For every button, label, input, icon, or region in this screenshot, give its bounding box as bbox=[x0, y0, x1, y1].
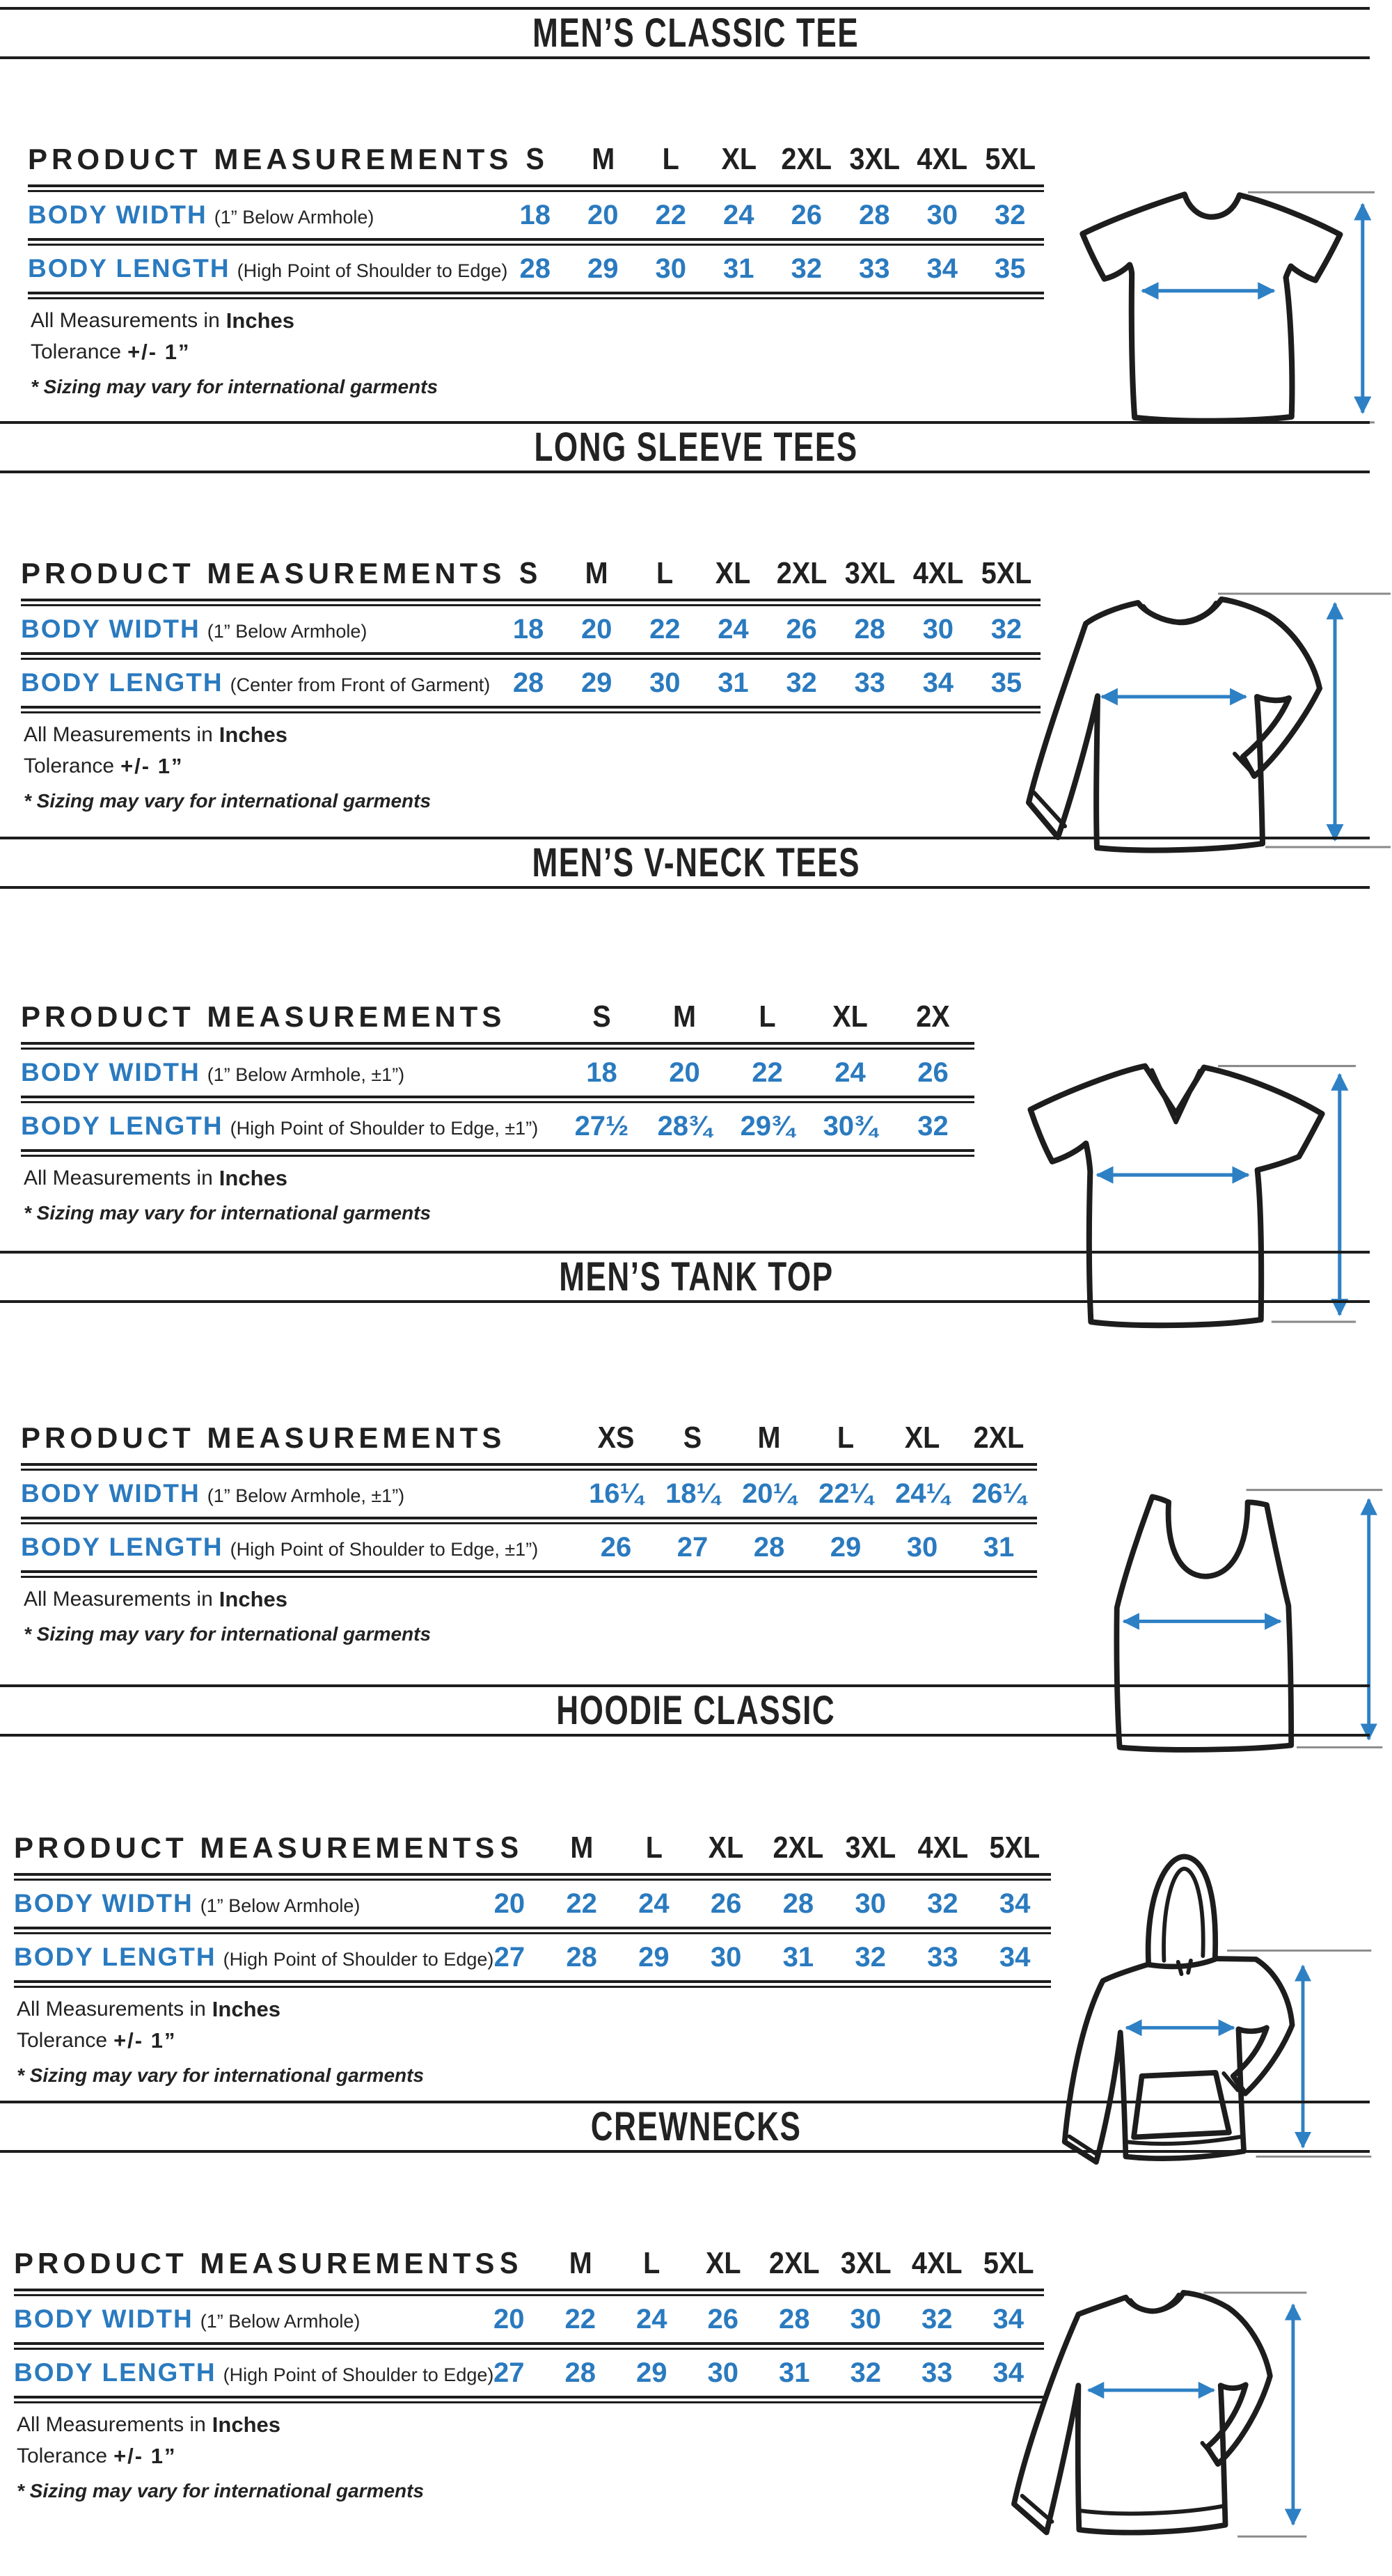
measurement-label: BODY WIDTH bbox=[21, 615, 200, 643]
measurement-value: 34 bbox=[992, 2357, 1024, 2388]
note-text: Tolerance bbox=[17, 2444, 108, 2467]
measurement-value: 35 bbox=[990, 667, 1022, 698]
crewneck-illustration bbox=[987, 2240, 1366, 2576]
note-text: All Measurements in bbox=[24, 1587, 213, 1611]
size-column-header-4xl: 4XL bbox=[911, 2246, 963, 2280]
measurements-table bbox=[14, 1823, 1051, 1988]
section-classic-tee bbox=[0, 7, 1392, 421]
table-header-row bbox=[14, 2238, 1044, 2289]
size-column-header-s: S bbox=[519, 556, 538, 590]
measurement-value: 20 bbox=[587, 199, 619, 230]
table-divider bbox=[21, 1149, 974, 1157]
measurement-value: 33 bbox=[854, 667, 885, 698]
measurement-value: 34 bbox=[926, 253, 958, 284]
measurement-row bbox=[21, 1524, 1037, 1570]
measurement-value: 32 bbox=[922, 2303, 953, 2334]
note-unit: Inches bbox=[219, 1586, 287, 1611]
sizing-disclaimer: * Sizing may vary for international garments bbox=[24, 790, 432, 812]
measurement-value: 34 bbox=[922, 667, 954, 698]
row-label-cell bbox=[14, 1889, 473, 1918]
section-title-wrap bbox=[0, 424, 1392, 471]
measurement-value: 29 bbox=[638, 1941, 670, 1973]
table-divider bbox=[14, 2396, 1044, 2403]
size-column-header-xl: XL bbox=[708, 1831, 744, 1865]
measurement-value: 20 bbox=[580, 613, 612, 645]
section-v-neck-tees bbox=[0, 837, 1392, 1251]
measurement-value: 32 bbox=[850, 2357, 881, 2388]
size-column-header-m: M bbox=[569, 2246, 592, 2280]
section-title bbox=[480, 839, 912, 886]
measurement-value: 31 bbox=[718, 667, 749, 698]
measurement-label: BODY WIDTH bbox=[21, 1058, 200, 1086]
size-column-header-l: L bbox=[837, 1421, 855, 1455]
measurement-value: 16¼ bbox=[589, 1478, 643, 1509]
measurement-value: 34 bbox=[992, 2303, 1024, 2334]
table-header-row bbox=[28, 134, 1044, 184]
table-body bbox=[21, 606, 1041, 713]
measurement-label: BODY LENGTH bbox=[28, 254, 230, 283]
measurement-value: 28¾ bbox=[657, 1110, 712, 1141]
section-title-wrap bbox=[0, 2103, 1392, 2150]
measurement-value: 22 bbox=[649, 613, 681, 645]
measurement-method: (1” Below Armhole) bbox=[207, 621, 367, 642]
size-column-header-l: L bbox=[645, 1831, 663, 1865]
measurement-value: 35 bbox=[995, 253, 1026, 284]
note-unit: Inches bbox=[212, 1996, 280, 2021]
measurement-value: 30 bbox=[922, 613, 954, 645]
size-column-header-5xl: 5XL bbox=[984, 142, 1036, 176]
measurement-value: 31 bbox=[723, 253, 754, 284]
row-label-cell bbox=[21, 1058, 560, 1087]
section-crewnecks bbox=[0, 2101, 1392, 2502]
row-label-cell bbox=[21, 1479, 578, 1508]
table-divider bbox=[14, 2342, 1044, 2350]
section-long-sleeve-tees bbox=[0, 421, 1392, 837]
size-column-header-m: M bbox=[591, 142, 615, 176]
table-header-row bbox=[21, 992, 974, 1042]
measurement-value: 22 bbox=[655, 199, 686, 230]
size-column-header-4xl: 4XL bbox=[917, 1831, 968, 1865]
measurements-table bbox=[14, 2238, 1044, 2403]
size-column-header-m: M bbox=[757, 1421, 781, 1455]
measurement-value: 26 bbox=[707, 2303, 738, 2334]
measurement-value: 32 bbox=[990, 613, 1022, 645]
table-body bbox=[21, 1471, 1037, 1578]
measurement-value: 28 bbox=[859, 199, 890, 230]
garment-illustration bbox=[987, 2240, 1366, 2576]
row-label-cell bbox=[14, 1943, 494, 1972]
note-unit: Inches bbox=[219, 722, 287, 747]
hood-outline bbox=[1148, 1856, 1215, 1966]
measurement-value: 26 bbox=[791, 199, 822, 230]
measurement-value: 22 bbox=[566, 1888, 597, 1919]
measurement-value: 33 bbox=[859, 253, 890, 284]
measurement-method: (High Point of Shoulder to Edge) bbox=[237, 260, 508, 281]
measurement-method: (1” Below Armhole, ±1”) bbox=[207, 1064, 405, 1085]
garment-outline bbox=[1029, 599, 1320, 851]
measurement-row bbox=[28, 246, 1044, 292]
section-title bbox=[483, 424, 909, 471]
table-divider bbox=[21, 706, 1041, 713]
measurement-value: 28 bbox=[753, 1531, 785, 1563]
table-divider bbox=[28, 292, 1044, 299]
table-divider bbox=[28, 238, 1044, 246]
measurement-value: 32 bbox=[917, 1110, 949, 1141]
section-title-text: MEN’S TANK TOP bbox=[558, 1254, 834, 1299]
size-column-header-4xl: 4XL bbox=[917, 142, 968, 176]
size-column-header-2xl: 2XL bbox=[768, 2246, 820, 2280]
size-column-header-m: M bbox=[570, 1831, 594, 1865]
measurement-value: 30¾ bbox=[823, 1110, 878, 1141]
measurement-value: 27½ bbox=[574, 1110, 629, 1141]
measurement-value: 32 bbox=[855, 1941, 886, 1973]
table-title: PRODUCT MEASUREMENTS bbox=[21, 1421, 506, 1454]
size-column-header-l: L bbox=[662, 142, 679, 176]
note-text: All Measurements in bbox=[31, 308, 220, 332]
size-column-header-s: S bbox=[500, 1831, 519, 1865]
row-label-cell bbox=[14, 2305, 473, 2334]
measurement-value: 29 bbox=[636, 2357, 667, 2388]
measurement-value: 33 bbox=[927, 1941, 958, 1973]
note-text: Tolerance bbox=[31, 340, 122, 363]
measurement-value: 29¾ bbox=[740, 1110, 795, 1141]
size-column-header-4xl: 4XL bbox=[912, 556, 964, 590]
section-content bbox=[0, 2238, 1392, 2575]
section-title-band bbox=[0, 421, 1392, 473]
row-label-cell bbox=[21, 615, 494, 644]
measurement-value: 29 bbox=[587, 253, 619, 284]
section-title-text: CREWNECKS bbox=[590, 2104, 802, 2149]
section-divider-line bbox=[0, 1300, 1370, 1303]
measurement-row bbox=[14, 1881, 1051, 1927]
section-title-wrap bbox=[0, 839, 1392, 886]
measurement-label: BODY LENGTH bbox=[14, 1943, 216, 1971]
measurements-table bbox=[21, 1413, 1037, 1578]
measurement-value: 18¼ bbox=[665, 1478, 720, 1509]
size-column-header-xl: XL bbox=[705, 2246, 741, 2280]
measurement-value: 18 bbox=[512, 613, 544, 645]
sizing-disclaimer: * Sizing may vary for international garments bbox=[17, 2064, 425, 2086]
table-header-row bbox=[21, 548, 1041, 599]
size-column-header-5xl: 5XL bbox=[983, 2246, 1034, 2280]
measurements-table bbox=[21, 548, 1041, 713]
measurement-label: BODY WIDTH bbox=[21, 1479, 200, 1508]
table-divider bbox=[21, 1570, 1037, 1578]
measurement-method: (High Point of Shoulder to Edge, ±1”) bbox=[230, 1539, 539, 1560]
row-label-cell bbox=[21, 1533, 578, 1562]
measurement-value: 24 bbox=[638, 1888, 670, 1919]
section-title-wrap bbox=[0, 1687, 1392, 1734]
table-title: PRODUCT MEASUREMENTS bbox=[21, 1000, 506, 1033]
size-column-header-3xl: 3XL bbox=[848, 142, 900, 176]
size-column-header-xl: XL bbox=[832, 999, 868, 1034]
measurement-value: 26 bbox=[917, 1057, 949, 1088]
measurement-row bbox=[21, 1050, 974, 1096]
size-column-header-m: M bbox=[585, 556, 608, 590]
table-title: PRODUCT MEASUREMENTS bbox=[14, 1831, 499, 1864]
table-body bbox=[14, 1881, 1051, 1988]
measurement-value: 32 bbox=[995, 199, 1026, 230]
note-text: Tolerance bbox=[24, 754, 115, 777]
measurement-method: (High Point of Shoulder to Edge, ±1”) bbox=[230, 1118, 539, 1139]
measurement-row bbox=[21, 660, 1041, 706]
section-divider-line bbox=[0, 471, 1370, 473]
row-label-cell bbox=[21, 1112, 560, 1141]
table-title: PRODUCT MEASUREMENTS bbox=[14, 2247, 499, 2279]
measurement-value: 34 bbox=[999, 1941, 1031, 1973]
section-title-wrap bbox=[0, 10, 1392, 56]
table-divider bbox=[14, 1873, 1051, 1881]
size-column-header-2xl: 2XL bbox=[776, 556, 827, 590]
size-column-header-3xl: 3XL bbox=[845, 1831, 896, 1865]
measurement-row bbox=[28, 192, 1044, 238]
section-title-band bbox=[0, 7, 1392, 59]
measurement-value: 24 bbox=[723, 199, 754, 230]
measurement-value: 29 bbox=[830, 1531, 862, 1563]
section-title bbox=[512, 1687, 880, 1734]
section-hoodie-classic bbox=[0, 1684, 1392, 2101]
measurement-value: 28 bbox=[782, 1888, 814, 1919]
table-header-row bbox=[21, 1413, 1037, 1463]
section-title bbox=[481, 10, 910, 56]
measurement-value: 24 bbox=[636, 2303, 667, 2334]
measurement-value: 27 bbox=[677, 1531, 709, 1563]
row-label-cell bbox=[28, 254, 508, 283]
measurement-value: 18 bbox=[519, 199, 551, 230]
measurement-value: 26 bbox=[786, 613, 817, 645]
measurement-method: (High Point of Shoulder to Edge) bbox=[223, 1949, 494, 1970]
measurement-value: 32 bbox=[786, 667, 817, 698]
measurement-value: 30 bbox=[707, 2357, 738, 2388]
row-label-cell bbox=[14, 2358, 494, 2387]
size-column-header-xl: XL bbox=[715, 556, 751, 590]
note-text: All Measurements in bbox=[17, 1997, 206, 2021]
measurement-row bbox=[21, 606, 1041, 652]
measurements-table bbox=[21, 992, 974, 1157]
table-divider bbox=[21, 1463, 1037, 1471]
table-title: PRODUCT MEASUREMENTS bbox=[21, 557, 506, 590]
table-divider bbox=[14, 2289, 1044, 2296]
measurement-value: 20¼ bbox=[742, 1478, 796, 1509]
size-column-header-s: S bbox=[592, 999, 611, 1034]
measurement-method: (1” Below Armhole) bbox=[214, 207, 374, 228]
size-column-header-5xl: 5XL bbox=[989, 1831, 1041, 1865]
size-column-header-2xl: 2XL bbox=[973, 1421, 1025, 1455]
measurement-value: 27 bbox=[493, 1941, 525, 1973]
measurements-table bbox=[28, 134, 1044, 299]
section-title-text: MEN’S CLASSIC TEE bbox=[532, 10, 860, 56]
measurement-value: 29 bbox=[580, 667, 612, 698]
table-divider bbox=[21, 599, 1041, 606]
measurement-value: 30 bbox=[710, 1941, 742, 1973]
sizing-disclaimer: * Sizing may vary for international garments bbox=[17, 2480, 425, 2502]
table-title: PRODUCT MEASUREMENTS bbox=[28, 143, 513, 175]
measurement-method: (1” Below Armhole, ±1”) bbox=[207, 1485, 405, 1506]
note-text: All Measurements in bbox=[24, 722, 213, 746]
measurement-label: BODY LENGTH bbox=[14, 2358, 216, 2387]
section-title-text: HOODIE CLASSIC bbox=[556, 1688, 836, 1733]
table-divider bbox=[14, 1927, 1051, 1934]
table-divider bbox=[21, 1517, 1037, 1524]
measurement-value: 31 bbox=[983, 1531, 1015, 1563]
measurement-value: 28 bbox=[564, 2357, 596, 2388]
measurement-label: BODY WIDTH bbox=[14, 2305, 193, 2333]
sizing-disclaimer: * Sizing may vary for international garments bbox=[31, 376, 438, 397]
size-column-header-m: M bbox=[673, 999, 696, 1034]
measurement-value: 24 bbox=[718, 613, 749, 645]
drawcord-right bbox=[1188, 1961, 1191, 1973]
measurement-row bbox=[21, 1103, 974, 1149]
section-divider-line bbox=[0, 886, 1370, 889]
size-column-header-l: L bbox=[643, 2246, 661, 2280]
measurement-row bbox=[14, 2350, 1044, 2396]
measurement-label: BODY LENGTH bbox=[21, 668, 223, 697]
section-title-wrap bbox=[0, 1254, 1392, 1300]
size-column-header-s: S bbox=[525, 142, 544, 176]
table-body bbox=[21, 1050, 974, 1157]
measurement-value: 30 bbox=[649, 667, 681, 698]
size-column-header-xl: XL bbox=[904, 1421, 940, 1455]
measurement-value: 28 bbox=[519, 253, 551, 284]
section-tank-top bbox=[0, 1251, 1392, 1684]
size-column-header-3xl: 3XL bbox=[844, 556, 895, 590]
note-unit: Inches bbox=[226, 308, 294, 333]
table-body bbox=[14, 2296, 1044, 2403]
long-sleeve-tee-illustration bbox=[1009, 552, 1392, 879]
measurement-value: 31 bbox=[782, 1941, 814, 1973]
measurement-value: 24¼ bbox=[895, 1478, 949, 1509]
size-column-header-xl: XL bbox=[720, 142, 757, 176]
measurement-value: 30 bbox=[850, 2303, 881, 2334]
measurement-value: 20 bbox=[669, 1057, 700, 1088]
size-column-header-3xl: 3XL bbox=[840, 2246, 892, 2280]
size-column-header-l: L bbox=[759, 999, 776, 1034]
measurement-row bbox=[21, 1471, 1037, 1517]
tolerance-value: +/- 1” bbox=[127, 339, 191, 364]
size-column-header-xs: XS bbox=[597, 1421, 635, 1455]
size-chart-page bbox=[0, 7, 1392, 2502]
table-divider bbox=[21, 1042, 974, 1050]
size-column-header-5xl: 5XL bbox=[981, 556, 1032, 590]
tolerance-value: +/- 1” bbox=[113, 2028, 177, 2053]
measurement-label: BODY WIDTH bbox=[28, 200, 207, 229]
measurement-value: 30 bbox=[926, 199, 958, 230]
section-title-band bbox=[0, 2101, 1392, 2153]
measurement-method: (High Point of Shoulder to Edge) bbox=[223, 2364, 494, 2385]
garment-outline bbox=[1082, 194, 1340, 420]
sizing-disclaimer: * Sizing may vary for international garments bbox=[24, 1623, 432, 1645]
measurement-row bbox=[14, 1934, 1051, 1980]
note-text: Tolerance bbox=[17, 2028, 108, 2052]
section-divider-line bbox=[0, 56, 1370, 59]
measurement-method: (1” Below Armhole) bbox=[200, 2311, 361, 2332]
measurement-label: BODY LENGTH bbox=[21, 1112, 223, 1140]
measurement-value: 24 bbox=[835, 1057, 866, 1088]
size-column-header-2x: 2X bbox=[916, 999, 950, 1034]
measurement-value: 28 bbox=[566, 1941, 597, 1973]
measurement-value: 34 bbox=[999, 1888, 1031, 1919]
size-column-header-l: L bbox=[656, 556, 674, 590]
measurement-value: 32 bbox=[927, 1888, 958, 1919]
measurement-value: 22¼ bbox=[818, 1478, 873, 1509]
measurement-value: 30 bbox=[906, 1531, 938, 1563]
measurement-value: 22 bbox=[752, 1057, 783, 1088]
measurement-method: (Center from Front of Garment) bbox=[230, 674, 491, 695]
measurement-value: 28 bbox=[779, 2303, 810, 2334]
measurement-value: 30 bbox=[855, 1888, 886, 1919]
table-divider bbox=[21, 652, 1041, 660]
garment-outline bbox=[1014, 2293, 1270, 2533]
garment-illustration bbox=[1009, 552, 1392, 879]
size-column-header-2xl: 2XL bbox=[781, 142, 832, 176]
table-divider bbox=[21, 1096, 974, 1103]
measurement-label: BODY WIDTH bbox=[14, 1889, 193, 1918]
measurement-method: (1” Below Armhole) bbox=[200, 1895, 361, 1916]
tolerance-value: +/- 1” bbox=[120, 753, 184, 778]
table-divider bbox=[14, 1980, 1051, 1988]
size-column-header-2xl: 2XL bbox=[773, 1831, 824, 1865]
measurement-label: BODY LENGTH bbox=[21, 1533, 223, 1561]
row-label-cell bbox=[21, 668, 494, 697]
note-unit: Inches bbox=[219, 1165, 287, 1190]
table-divider bbox=[28, 184, 1044, 192]
size-column-header-s: S bbox=[683, 1421, 702, 1455]
note-unit: Inches bbox=[212, 2412, 280, 2437]
section-title-text: MEN’S V-NECK TEES bbox=[532, 840, 860, 885]
measurement-value: 26 bbox=[600, 1531, 632, 1563]
measurement-value: 26¼ bbox=[972, 1478, 1026, 1509]
tolerance-value: +/- 1” bbox=[113, 2443, 177, 2468]
measurement-row bbox=[14, 2296, 1044, 2342]
table-body bbox=[28, 192, 1044, 299]
note-text: All Measurements in bbox=[17, 2412, 206, 2436]
section-divider-line bbox=[0, 2150, 1370, 2153]
section-title bbox=[516, 1254, 877, 1300]
table-header-row bbox=[14, 1823, 1051, 1873]
section-title-text: LONG SLEEVE TEES bbox=[534, 425, 858, 470]
measurement-value: 32 bbox=[791, 253, 822, 284]
section-title bbox=[557, 2103, 835, 2150]
measurement-value: 20 bbox=[493, 2303, 525, 2334]
section-title-band bbox=[0, 1684, 1392, 1737]
measurement-value: 33 bbox=[922, 2357, 953, 2388]
measurement-value: 18 bbox=[586, 1057, 617, 1088]
measurement-value: 31 bbox=[779, 2357, 810, 2388]
row-label-cell bbox=[28, 200, 501, 230]
section-title-band bbox=[0, 1251, 1392, 1303]
section-divider-line bbox=[0, 1734, 1370, 1737]
measurement-value: 26 bbox=[710, 1888, 742, 1919]
measurement-value: 22 bbox=[564, 2303, 596, 2334]
section-title-band bbox=[0, 837, 1392, 889]
measurement-value: 28 bbox=[512, 667, 544, 698]
size-column-header-s: S bbox=[500, 2246, 519, 2280]
note-text: All Measurements in bbox=[24, 1166, 213, 1190]
measurement-value: 27 bbox=[493, 2357, 525, 2388]
measurement-value: 20 bbox=[493, 1888, 525, 1919]
sizing-disclaimer: * Sizing may vary for international garments bbox=[24, 1202, 432, 1224]
measurement-value: 30 bbox=[655, 253, 686, 284]
measurement-value: 28 bbox=[854, 613, 885, 645]
